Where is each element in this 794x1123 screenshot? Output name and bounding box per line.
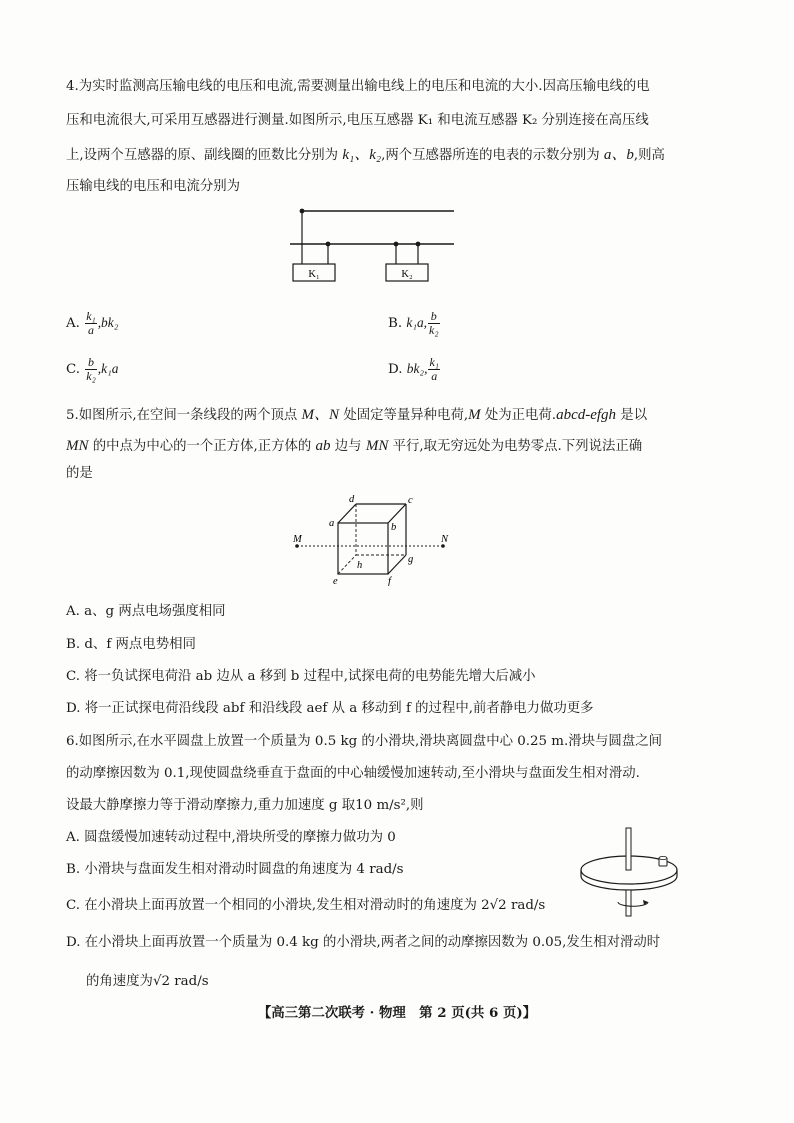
vertex-h-label: h: [357, 560, 363, 571]
q6-option-a: A. 圆盘缓慢加速转动过程中,滑块所受的摩擦力做功为 0: [66, 830, 396, 845]
q4-stem-text: ,两个互感器所连的电表的示数分别为: [381, 148, 604, 163]
q4-stem-line-4: 压输电线的电压和电流分别为: [66, 179, 241, 194]
q4-option-a: A. $\frac{\text{k₁}}{a}$ ,bk₂: [66, 309, 119, 337]
q4-option-d: D. bk₂, $\frac{\text{k₁}}{a}$: [388, 355, 439, 383]
point-m-label: M: [293, 534, 302, 545]
point-n-label: N: [441, 534, 449, 545]
q4-option-c-fraction: $\frac{b}{\text{k₂}}$: [86, 355, 96, 383]
q4-transformer-figure: [280, 200, 470, 290]
q4-option-b-fraction: $\frac{b}{\text{k₂}}$: [429, 309, 439, 337]
q6-option-c: C. 在小滑块上面再放置一个相同的小滑块,发生相对滑动时的角速度为 2√2 rad/s: [66, 898, 546, 913]
page-footer: 【高三第二次联考 · 物理 第 2 页(共 6 页)】: [257, 1005, 537, 1021]
q6-option-d-line-1: D. 在小滑块上面再放置一个质量为 0.4 kg 的小滑块,两者之间的动摩擦因数为 0.05,发生相对滑动时: [66, 935, 661, 950]
vertex-d-label: d: [349, 494, 355, 505]
k2-label: K₂: [401, 269, 413, 280]
q5-option-b: B. d、f 两点电势相同: [66, 637, 196, 652]
vertex-g-label: g: [408, 554, 414, 565]
q5-option-d: D. 将一正试探电荷沿线段 abf 和沿线段 aef 从 a 移动到 f 的过程中,前者静电力做功更多: [66, 701, 594, 716]
q6-stem-line-3: 设最大静摩擦力等于滑动摩擦力,重力加速度 g 取10 m/s²,则: [66, 798, 424, 813]
q5-option-a: A. a、g 两点电场强度相同: [66, 604, 226, 619]
q4-stem-text: ,则高: [633, 148, 665, 163]
q5-stem-line-2: MN 的中点为中心的一个正方体,正方体的 ab 边与 MN 平行,取无穷远处为电势零点.下列说法正确: [66, 438, 643, 454]
q6-option-d-line-2: 的角速度为√2 rad/s: [86, 974, 209, 989]
q4-stem-line-3: [66, 146, 665, 165]
q4-ratio-symbols: k₁、k₂: [342, 147, 382, 163]
vertex-c-label: c: [408, 495, 413, 506]
vertex-b-label: b: [391, 522, 397, 533]
q6-turntable-figure: [578, 822, 693, 922]
q4-option-d-fraction: $\frac{\text{k₁}}{a}$: [429, 355, 439, 383]
vertex-f-label: f: [388, 576, 391, 586]
vertex-e-label: e: [333, 576, 338, 586]
q5-stem-line-1: 5.如图所示,在空间一条线段的两个顶点 M、N 处固定等量异种电荷,M 处为正电荷.abcd-efgh 是以: [66, 407, 648, 423]
q6-stem-line-1: 6.如图所示,在水平圆盘上放置一个质量为 0.5 kg 的小滑块,滑块离圆盘中心 0.25 m.滑块与圆盘之间: [66, 734, 662, 749]
q4-meter-symbols: a、b: [603, 147, 634, 163]
q4-stem-line-2: 压和电流很大,可采用互感器进行测量.如图所示,电压互感器 K₁ 和电流互感器 K₂ 分别连接在高压线: [66, 113, 649, 128]
q6-stem-line-2: 的动摩擦因数为 0.1,现使圆盘绕垂直于盘面的中心轴缓慢加速转动,至小滑块与盘面发生相对滑动.: [66, 766, 640, 781]
q5-option-c: C. 将一负试探电荷沿 ab 边从 a 移到 b 过程中,试探电荷的电势能先增大后减小: [66, 669, 536, 684]
q4-option-c: C. $\frac{b}{\text{k₂}}$ ,k₁a: [66, 355, 119, 383]
k1-label: K₁: [308, 269, 320, 280]
q4-stem-text: 上,设两个互感器的原、副线圈的匝数比分别为: [66, 148, 343, 163]
q4-stem-line-1: 4.为实时监测高压输电线的电压和电流,需要测量出输电线上的电压和电流的大小.因高压输电线的电: [66, 79, 650, 94]
q5-stem-line-3: 的是: [66, 466, 93, 481]
q4-option-b: B. k₁a, $\frac{b}{\text{k₂}}$: [388, 309, 439, 337]
q4-option-a-fraction: $\frac{\text{k₁}}{a}$: [86, 309, 96, 337]
q6-option-b: B. 小滑块与盘面发生相对滑动时圆盘的角速度为 4 rad/s: [66, 862, 404, 877]
vertex-a-label: a: [329, 518, 335, 529]
q5-cube-figure: [285, 490, 455, 586]
